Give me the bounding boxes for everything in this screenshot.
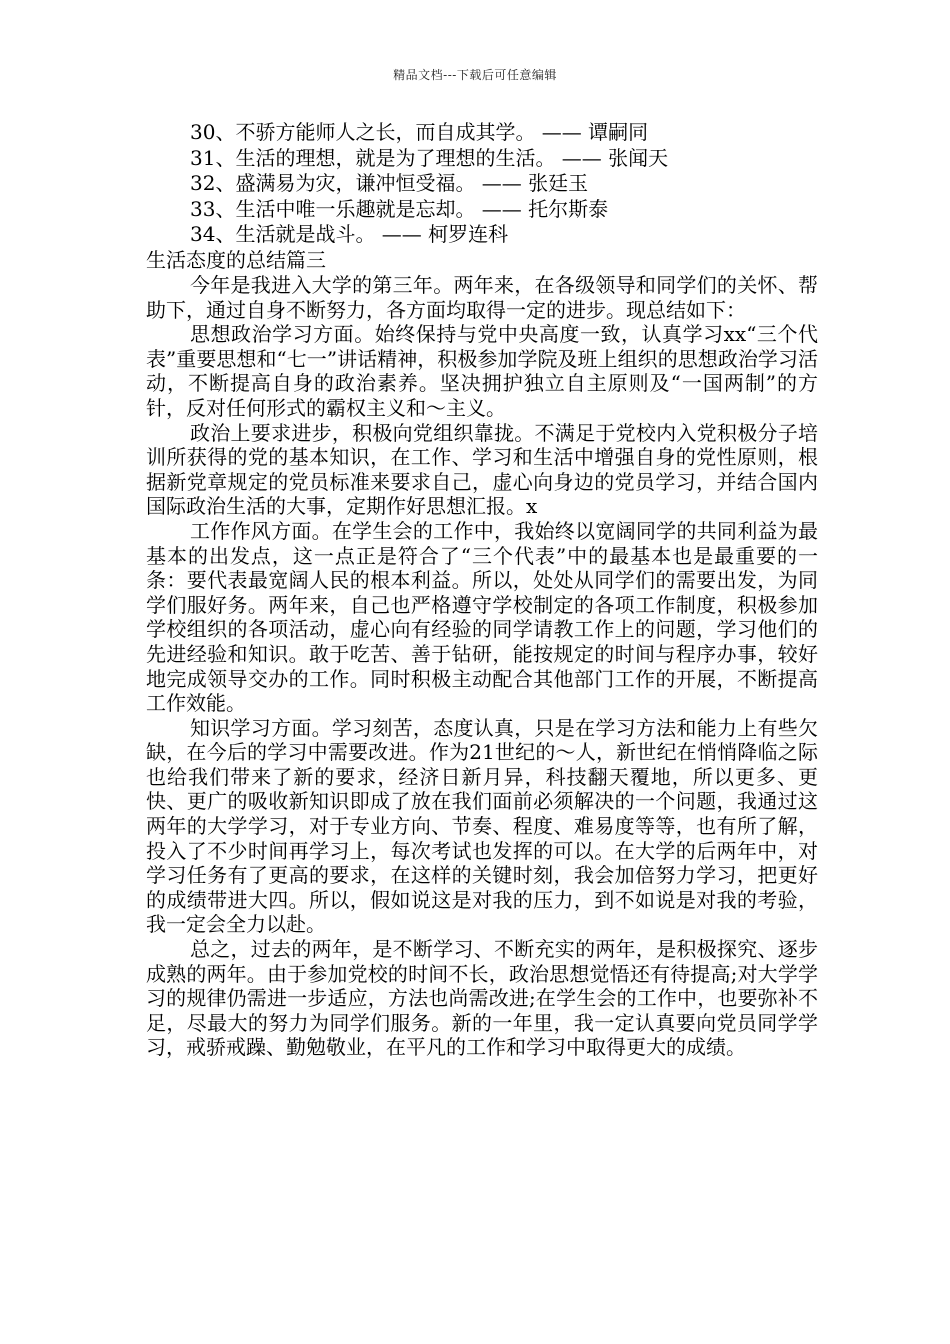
document-body [146,120,818,1060]
paragraph-conclusion: 总之，过去的两年，是不断学习、不断充实的两年，是积极探究、逐步成熟的两年。由于参加党校的时间不长，政治思想觉悟还有待提高;对大学学习的规律仍需进一步适应，方法也尚需改进;在学生会的工作中，也要弥补不足，尽最大的努力为同学们服务。新的一年里，我一定认真要向党员同学学习，戒骄戒躁、勤勉敬业，在平凡的工作和学习中取得更大的成绩。 [146,937,818,1060]
quote-line: 33、生活中唯一乐趣就是忘却。 —— 托尔斯泰 [190,196,609,221]
paragraph-study: 知识学习方面。学习刻苦，态度认真，只是在学习方法和能力上有些欠缺，在今后的学习中需要改进。作为21世纪的～人，新世纪在悄悄降临之际也给我们带来了新的要求，经济日新月异，科技翻天覆地，所以更多、更快、更广的吸收新知识即成了放在我们面前必须解决的一个问题，我通过这两年的大学学习，对于专业方向、节奏、程度、难易度等等，也有所了解，投入了不少时间再学习上，每次考试也发挥的可以。在大学的后两年中，对学习任务有了更高的要求，在这样的关键时刻，我会加倍努力学习，把更好的成绩带进大四。所以，假如说这是对我的压力，到不如说是对我的考验，我一定会全力以赴。 [146,715,818,937]
paragraph-work-style: 工作作风方面。在学生会的工作中，我始终以宽阔同学的共同利益为最基本的出发点，这一点正是符合了“三个代表”中的最基本也是最重要的一条：要代表最宽阔人民的根本利益。所以，处处从同学们的需要出发，为同学们服好务。两年来，自己也严格遵守学校制定的各项工作制度，积极参加学校组织的各项活动，虚心向有经验的同学请教工作上的问题，学习他们的先进经验和知识。敢于吃苦、善于钻研，能按规定的时间与程序办事，较好地完成领导交办的工作。同时积极主动配合其他部门工作的开展，不断提高工作效能。 [146,518,818,716]
paragraph-intro: 今年是我进入大学的第三年。两年来，在各级领导和同学们的关怀、帮助下，通过自身不断努力，各方面均取得一定的进步。现总结如下： [146,273,818,322]
quote-line: 30、不骄方能师人之长，而自成其学。 —— 谭嗣同 [190,120,649,144]
section-title: 生活态度的总结篇三 [146,247,326,272]
quote-line: 31、生活的理想，就是为了理想的生活。 —— 张闻天 [190,145,669,170]
page-header: 精品文档---下载后可任意编辑 [393,68,557,82]
quote-line: 32、盛满易为灾，谦冲恒受福。 —— 张廷玉 [190,171,589,195]
paragraph-ideology: 思想政治学习方面。始终保持与党中央高度一致，认真学习xx“三个代表”重要思想和“七一”讲话精神，积极参加学院及班上组织的思想政治学习活动，不断提高自身的政治素养。坚决拥护独立自主原则及“一国两制”的方针，反对任何形式的霸权主义和～主义。 [146,322,818,420]
paragraph-politics: 政治上要求进步，积极向党组织靠拢。不满足于党校内入党积极分子培训所获得的党的基本知识，在工作、学习和生活中增强自身的党性原则，根据新党章规定的党员标准来要求自己，虚心向身边的党员学习，并结合国内国际政治生活的大事，定期作好思想汇报。x [146,420,818,519]
quote-line: 34、生活就是战斗。 —— 柯罗连科 [190,222,509,246]
